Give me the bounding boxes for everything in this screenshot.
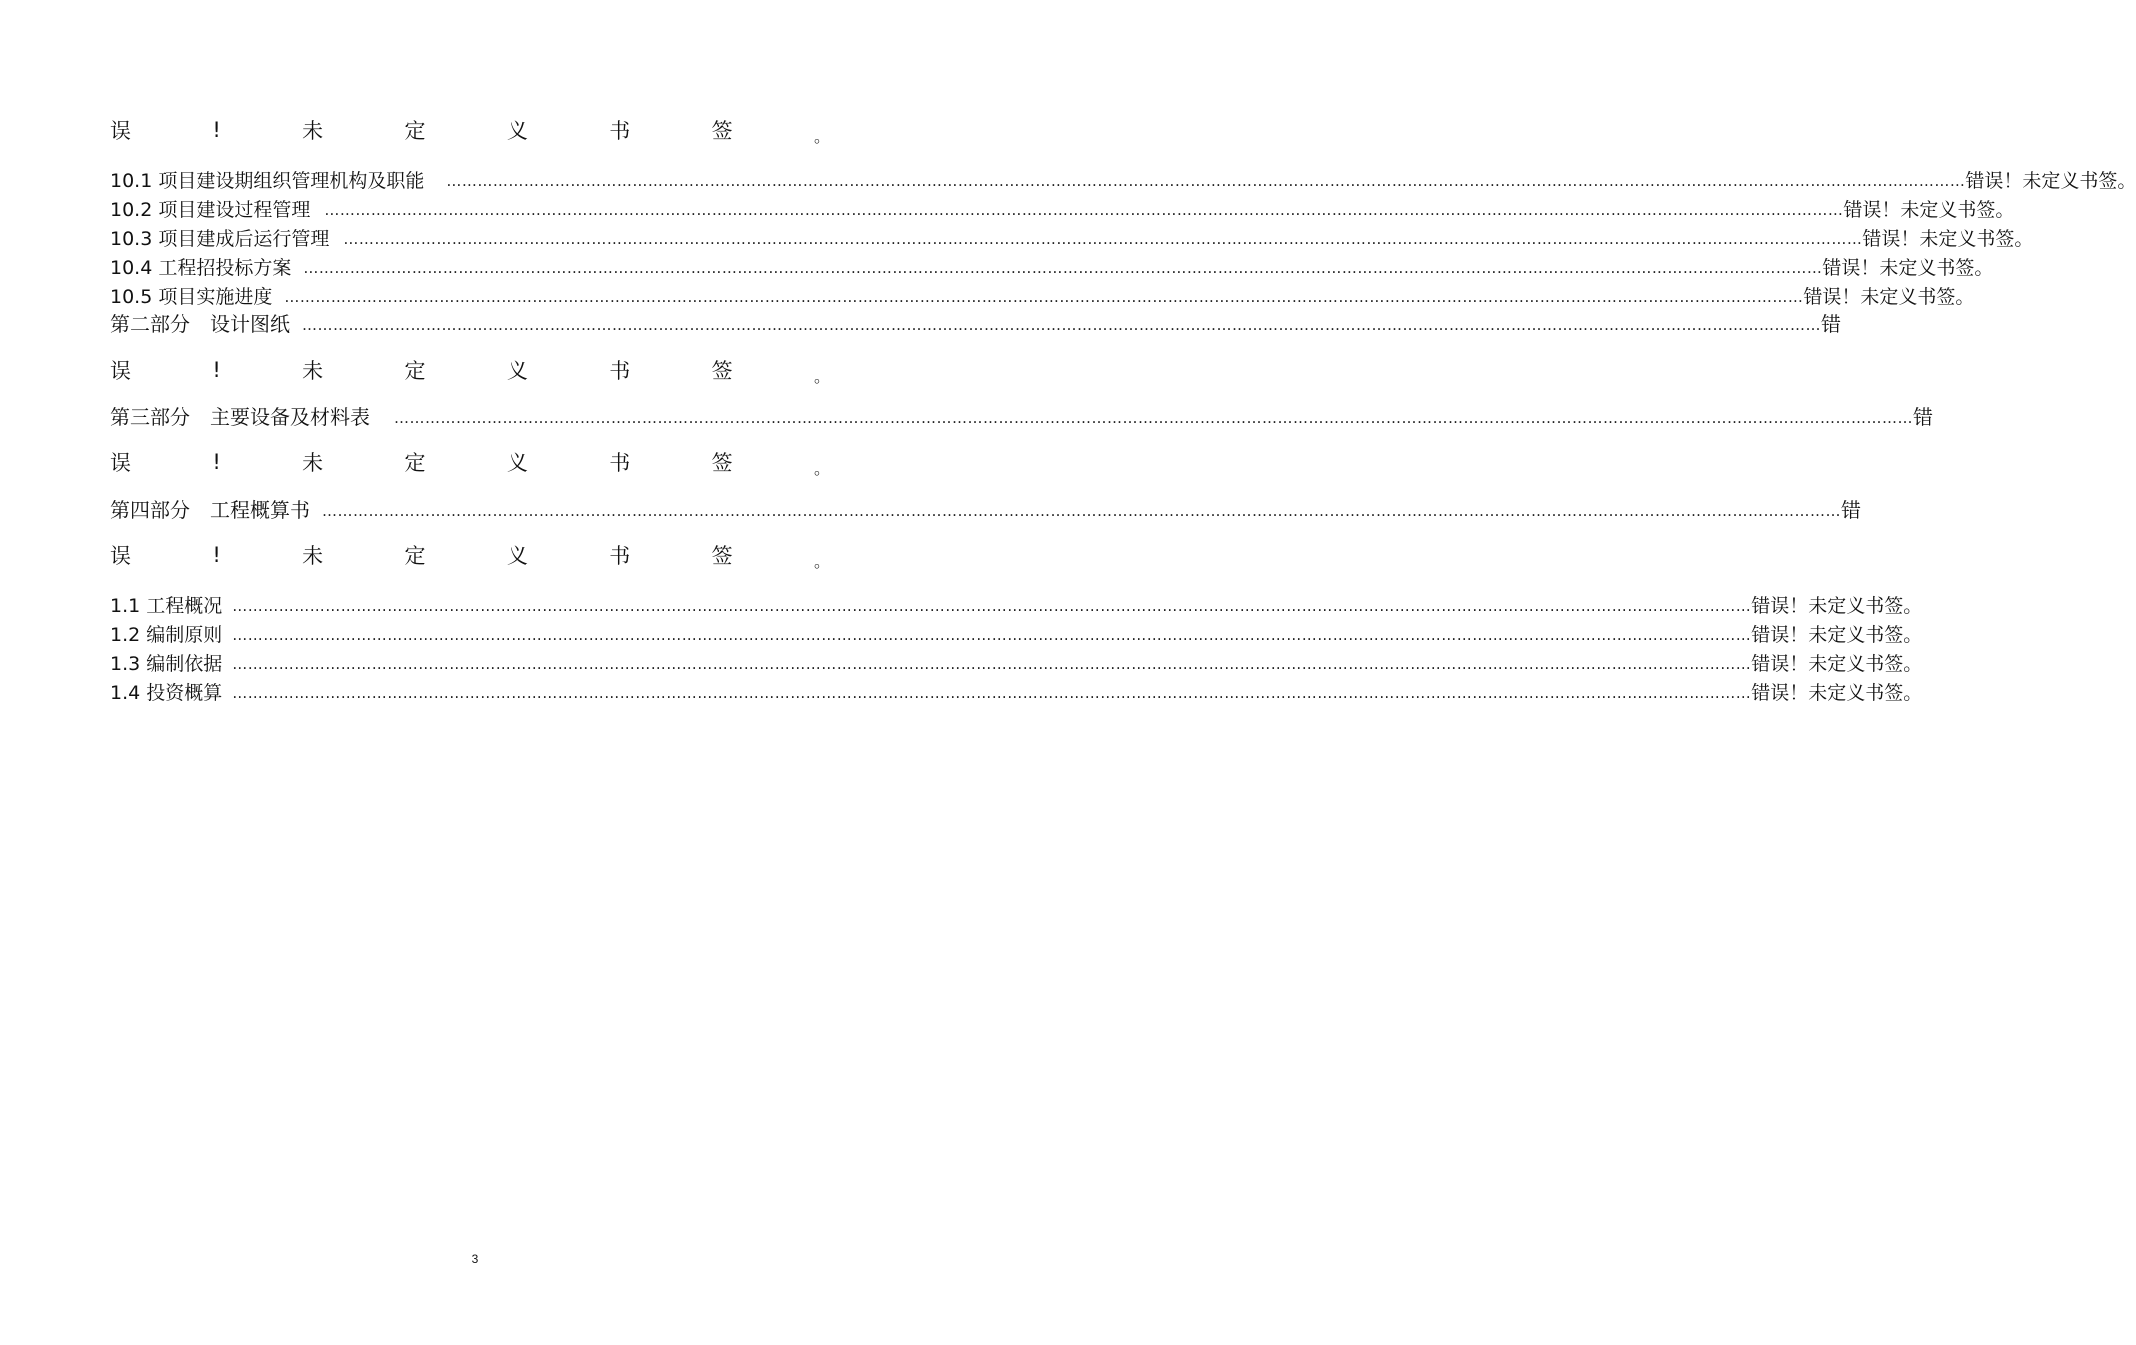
toc-error-continuation: 误 ! 未 定 义 书 签 。 [110, 543, 830, 571]
toc-entry-1-1[interactable]: 1.1 工程概况 …………………………………………………………………………………………………………………………………………………………………………………………………………………………………………………………………… 错误！未定义书签。 [110, 595, 1923, 617]
toc-error-continuation: 误 ! 未 定 义 书 签 。 [110, 358, 830, 386]
toc-entry-10-5[interactable]: 10.5 项目实施进度 …………………………………………………………………………………………………………………………………………………………………………………………………………………………………………………………………… 错误！未定义书签。 [110, 286, 1975, 308]
toc-entry-10-3[interactable]: 10.3 项目建成后运行管理 …………………………………………………………………………………………………………………………………………………………………………………………………………………………………………………………………… 错误！未定义书签。 [110, 228, 2034, 250]
toc-entry-1-2[interactable]: 1.2 编制原则 …………………………………………………………………………………………………………………………………………………………………………………………………………………………………………………………………… 错误！未定义书签。 [110, 624, 1923, 646]
page-number: 3 [471, 1252, 479, 1266]
toc-entry-10-2[interactable]: 10.2 项目建设过程管理 …………………………………………………………………………………………………………………………………………………………………………………………………………………………………………………………………… 错误！未定义书签。 [110, 199, 2015, 221]
toc-part-4[interactable]: 第四部分 工程概算书 …………………………………………………………………………………………………………………………………………………………………………………………………………………………………………………………………… 错 [110, 498, 1861, 522]
toc-entry-10-1[interactable]: 10.1 项目建设期组织管理机构及职能 …………………………………………………………………………………………………………………………………………………………………………………………………………………………………………………………………… 错误！未定义书签。 [110, 170, 2136, 192]
toc-entry-1-3[interactable]: 1.3 编制依据 …………………………………………………………………………………………………………………………………………………………………………………………………………………………………………………………………… 错误！未定义书签。 [110, 653, 1923, 675]
toc-error-continuation: 误 ! 未 定 义 书 签 。 [110, 450, 830, 478]
toc-part-2[interactable]: 第二部分 设计图纸 …………………………………………………………………………………………………………………………………………………………………………………………………………………………………………………………………… 错 [110, 312, 1841, 336]
toc-entry-1-4[interactable]: 1.4 投资概算 …………………………………………………………………………………………………………………………………………………………………………………………………………………………………………………………………… 错误！未定义书签。 [110, 682, 1923, 704]
toc-entry-10-4[interactable]: 10.4 工程招投标方案 …………………………………………………………………………………………………………………………………………………………………………………………………………………………………………………………………… 错误！未定义书签。 [110, 257, 1994, 279]
toc-part-3[interactable]: 第三部分 主要设备及材料表 …………………………………………………………………………………………………………………………………………………………………………………………………………………………………………………………………… 错 [110, 405, 1933, 429]
toc-error-continuation: 误 ! 未 定 义 书 签 。 [110, 118, 830, 146]
